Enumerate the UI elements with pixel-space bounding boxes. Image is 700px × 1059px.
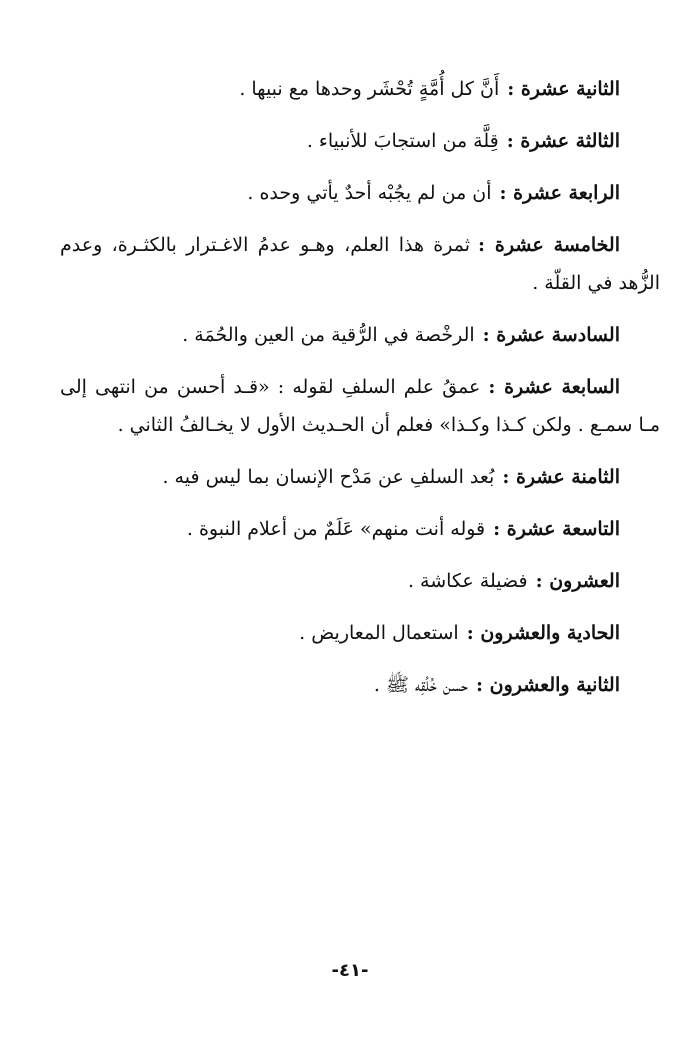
list-item — [60, 666, 620, 704]
item-text: استعمال المعاريض . — [299, 622, 459, 644]
item-text: بُعد السلفِ عن مَدْح الإنسان بما ليس فيه . — [162, 466, 495, 488]
list-item — [60, 174, 620, 212]
item-label: الحادية والعشرون : — [466, 622, 620, 644]
list-item — [60, 458, 620, 496]
item-label: الثالثة عشرة : — [506, 130, 620, 152]
list-item — [60, 70, 620, 108]
item-text: قوله أنت منهم» عَلَمٌ من أعلام النبوة . — [186, 518, 486, 540]
item-text: أَنَّ كل أُمَّةٍ تُحْشَر وحدها مع نبيها . — [239, 78, 500, 100]
list-item — [60, 226, 660, 302]
item-label: الخامسة عشرة : — [478, 234, 620, 256]
page-number: -٤١- — [331, 960, 369, 981]
item-text: الرخْصة في الرُّقية من العين والحُمَة . — [182, 324, 475, 346]
item-text: ثمرة هذا العلم، وهـو عدمُ الاغـترار بالكثـرة، وعدم الزُّهد في القلّة . — [60, 234, 660, 294]
item-label: الثانية والعشرون : — [475, 674, 620, 696]
list-item — [60, 562, 620, 600]
item-text: فضيلة عكاشة . — [407, 570, 528, 592]
list-item — [60, 316, 620, 354]
item-label: التاسعة عشرة : — [493, 518, 620, 540]
item-label: الرابعة عشرة : — [499, 182, 620, 204]
item-label: العشرون : — [535, 570, 620, 592]
item-text: أن من لم يجُبْه أحدٌ يأتي وحده . — [247, 182, 492, 204]
item-label: الثانية عشرة : — [507, 78, 620, 100]
item-text: عمقُ علم السلفِ لقوله : «قـد أحسن من انتهى إلى مـا سمـع . ولكن كـذا وكـذا» فعلم أن الحـديث الأول لا يخـالفُ الثاني . — [60, 376, 660, 436]
item-label: السادسة عشرة : — [482, 324, 620, 346]
list-item — [60, 510, 620, 548]
list-item — [60, 368, 660, 444]
list-item — [60, 614, 620, 652]
list-item — [60, 122, 620, 160]
page-body — [60, 70, 660, 718]
item-label: الثامنة عشرة : — [502, 466, 620, 488]
item-label: السابعة عشرة : — [488, 376, 620, 398]
item-text: حسن خُلُقِه ﷺ . — [373, 674, 468, 696]
item-text: قِلَّة من استجابَ للأنبياء . — [306, 130, 499, 152]
